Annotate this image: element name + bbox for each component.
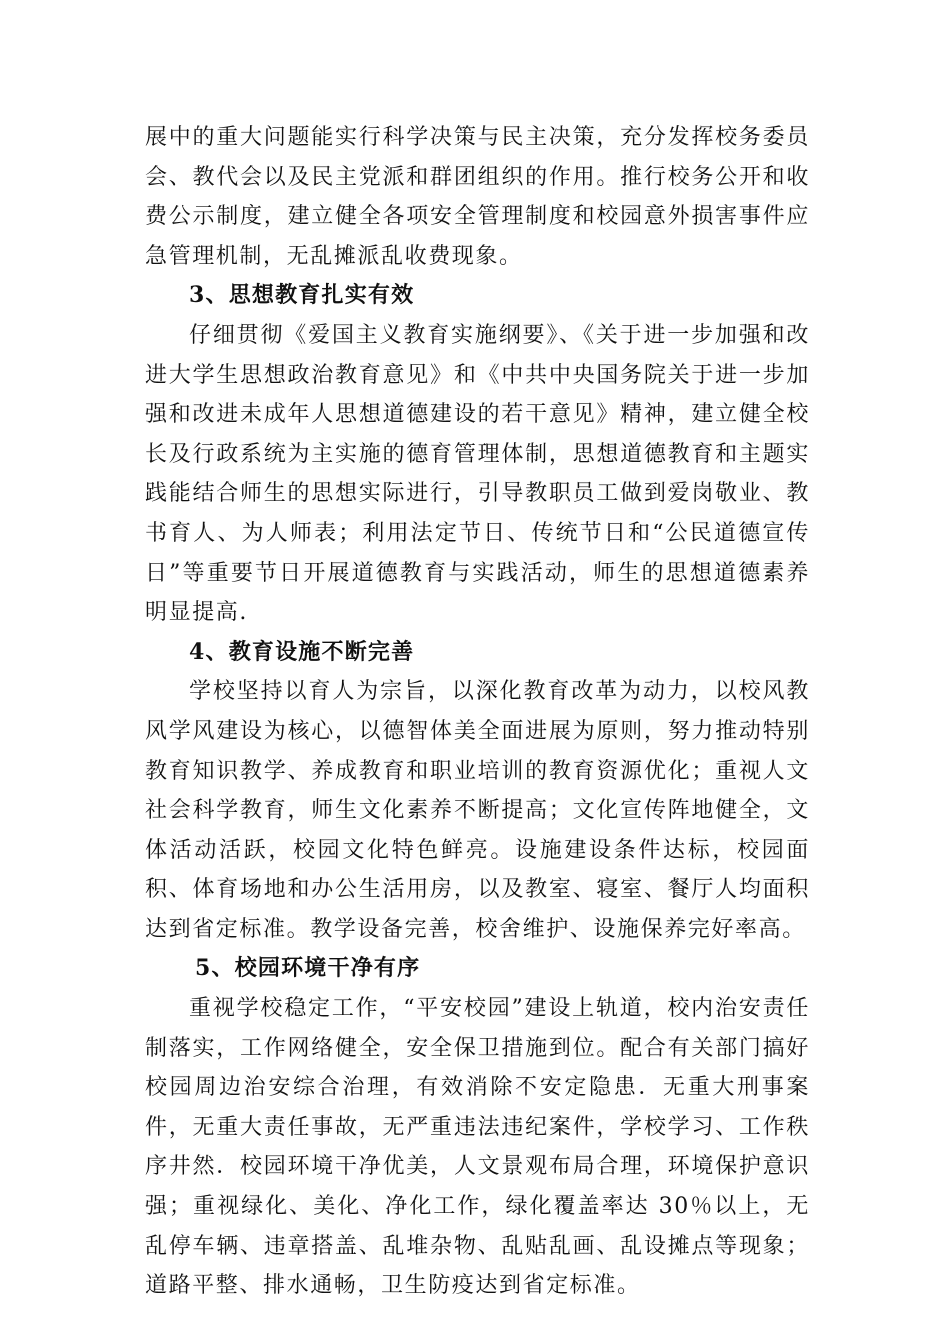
document-page	[145, 118, 810, 1306]
section-3-heading: 3、思想教育扎实有效	[189, 282, 415, 309]
section-3-paragraph: 仔细贯彻《爱国主义教育实施纲要》、《关于进一步加强和改进大学生思想政治教育意见》和《中共中央国务院关于进一步加强和改进未成年人思想道德建设的若干意见》精神，建立健全校长及行政系统为主实施的德育管理体制，思想道德教育和主题实践能结合师生的思想实际进行，引导教职员工做到爱岗敬业、教书育人、为人师表；利用法定节日、传统节日和“公民道德宣传日”等重要节日开展道德教育与实践活动，师生的思想道德素养明显提高.	[145, 322, 810, 626]
section-5-heading: 5、校园环境干净有序	[195, 955, 421, 982]
intro-paragraph: 展中的重大问题能实行科学决策与民主决策，充分发挥校务委员会、教代会以及民主党派和群团组织的作用。推行校务公开和收费公示制度，建立健全各项安全管理制度和校园意外损害事件应急管理机制，无乱摊派乱收费现象。	[145, 125, 810, 269]
section-4-paragraph: 学校坚持以育人为宗旨，以深化教育改革为动力，以校风教风学风建设为核心，以德智体美全面进展为原则，努力推动特别教育知识教学、养成教育和职业培训的教育资源优化；重视人文社会科学教育，师生文化素养不断提高；文化宣传阵地健全，文体活动活跃，校园文化特色鲜亮。设施建设条件达标，校园面积、体育场地和办公生活用房，以及教室、寝室、餐厅人均面积达到省定标准。教学设备完善，校舍维护、设施保养完好率高。	[145, 679, 810, 942]
section-5-paragraph: 重视学校稳定工作，“平安校园”建设上轨道，校内治安责任制落实，工作网络健全，安全保卫措施到位。配合有关部门搞好校园周边治安综合治理，有效消除不安定隐患．无重大刑事案件，无重大责任事故，无严重违法违纪案件，学校学习、工作秩序井然．校园环境干净优美，人文景观布局合理，环境保护意识强；重视绿化、美化、净化工作，绿化覆盖率达 30％以上，无乱停车辆、违章搭盖、乱堆杂物、乱贴乱画、乱设摊点等现象；道路平整、排水通畅，卫生防疫达到省定标准。	[145, 996, 810, 1299]
section-4-heading: 4、教育设施不断完善	[189, 638, 415, 665]
